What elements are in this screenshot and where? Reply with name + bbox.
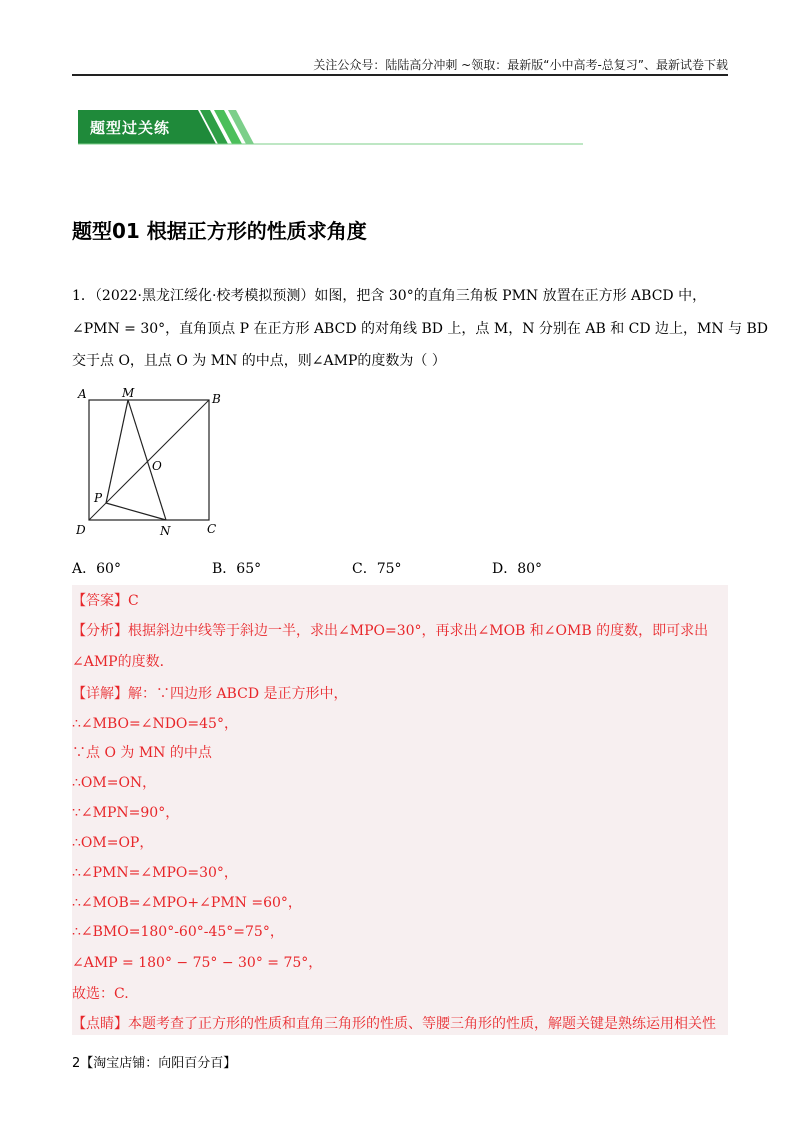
label-d: D: [76, 523, 86, 537]
detail-line: ∴∠PMN=∠MPO=30°，: [72, 865, 238, 881]
detail-line: 【详解】解：∵四边形 ABCD 是正方形中，: [72, 686, 348, 702]
label-n: N: [160, 524, 171, 538]
question-line: ∠PMN = 30°，直角顶点 P 在正方形 ABCD 的对角线 BD 上，点 M，N 分别在 AB 和 CD 边上，MN 与 BD: [72, 321, 769, 337]
comment-line: 【点睛】本题考查了正方形的性质和直角三角形的性质、等腰三角形的性质，解题关键是熟练运用相关性: [72, 1016, 716, 1032]
geometry-figure: [76, 384, 226, 544]
banner-label: 题型过关练: [90, 119, 171, 137]
page-number: 2: [72, 1056, 81, 1071]
detail-line: ∠AMP = 180° − 75° − 30° = 75°，: [72, 955, 323, 971]
option-a: A．60°: [72, 561, 121, 577]
label-m: M: [122, 386, 135, 400]
answer-line: 【答案】C: [72, 593, 139, 609]
detail-line: ∴OM=ON，: [72, 775, 157, 791]
footer-text: 【淘宝店铺：向阳百分百】: [80, 1056, 237, 1071]
section-title: 题型01 根据正方形的性质求角度: [72, 219, 367, 243]
option-b: B．65°: [212, 561, 262, 577]
detail-line: ∴∠MOB=∠MPO+∠PMN =60°，: [72, 895, 302, 911]
option-d: D．80°: [492, 561, 543, 577]
label-c: C: [207, 522, 217, 536]
label-b: B: [212, 392, 221, 406]
detail-line: ∴∠MBO=∠NDO=45°，: [72, 716, 238, 732]
detail-line: 故选：C.: [72, 986, 129, 1002]
segment-mp: [106, 400, 128, 503]
question-line: 交于点 O，且点 O 为 MN 的中点，则∠AMP的度数为（ ）: [72, 353, 446, 369]
detail-line: ∵点 O 为 MN 的中点: [72, 745, 212, 761]
label-a: A: [78, 387, 87, 401]
header-rule: [72, 74, 728, 76]
question-line: 1．（2022·黑龙江绥化·校考模拟预测）如图，把含 30°的直角三角板 PMN 放置在正方形 ABCD 中，: [72, 288, 707, 304]
option-c: C．75°: [352, 561, 402, 577]
detail-line: ∵∠MPN=90°，: [72, 805, 180, 821]
footer: [72, 1052, 236, 1071]
detail-line: ∴∠BMO=180°-60°-45°=75°，: [72, 924, 284, 940]
analysis-line: 【分析】根据斜边中线等于斜边一半，求出∠MPO=30°，再求出∠MOB 和∠OMB 的度数，即可求出: [72, 623, 709, 639]
segment-pn: [106, 503, 166, 520]
diagonal-bd: [89, 400, 209, 520]
label-p: P: [94, 491, 103, 505]
label-o: O: [152, 459, 162, 473]
analysis-line: ∠AMP的度数．: [72, 654, 174, 670]
detail-line: ∴OM=OP，: [72, 835, 154, 851]
header-text: 关注公众号：陆陆高分冲刺 ~领取：最新版“小中高考-总复习”、最新试卷下载: [313, 58, 728, 72]
